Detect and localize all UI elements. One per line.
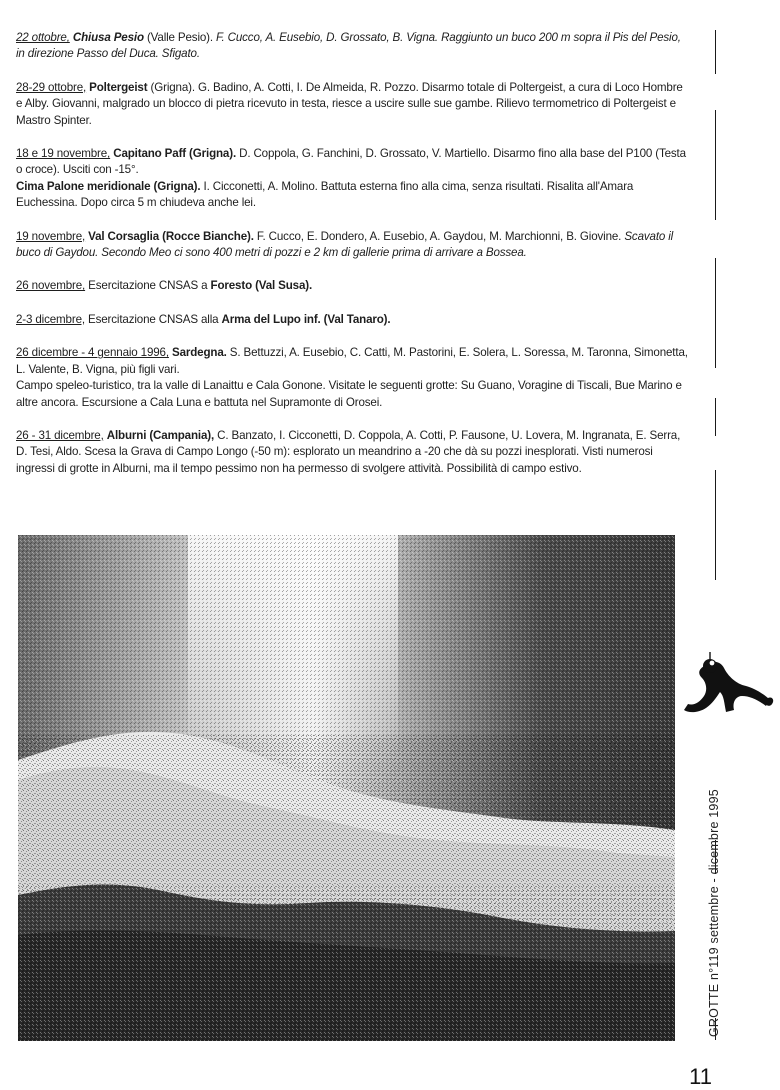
- margin-rule: [715, 258, 716, 368]
- entry-lead: Esercitazione CNSAS a: [88, 279, 208, 293]
- entry-place: Poltergeist: [89, 80, 148, 94]
- log-entry: [16, 80, 688, 129]
- entry-region: (Valle Pesio).: [146, 31, 213, 44]
- log-entry: [16, 278, 688, 294]
- log-entry: [16, 428, 688, 477]
- entry-text: G. Badino, A. Cotti, I. De Almeida, R. Pozzo. Disarmo totale di Poltergeist, a cura di Loco Hombre e Alby. Giovanni, malgrado un blocco di pietra ricevuto in testa, riesce a uscire sulle sue gambe. Rilievo termometrico di Poltergeist e Mastro Spinter.: [16, 80, 683, 127]
- log-entry: [16, 30, 688, 63]
- entry-region: (Grigna).: [150, 80, 195, 94]
- entry-date: 28-29 ottobre,: [16, 80, 87, 94]
- entry-sub-place: Cima Palone meridionale (Grigna).: [16, 179, 201, 193]
- entry-date: 18 e 19 novembre,: [16, 147, 111, 161]
- entry-sub-text: I. Cicconetti, A. Molino. Battuta esterna fino alla cima, senza risultati. Risalita all'Amara Euchessina. Dopo circa 5 m chiudeva anche lei.: [16, 179, 634, 210]
- cave-landscape-photo: [18, 535, 675, 1041]
- page-number: 11: [689, 1064, 712, 1089]
- entry-lead: Esercitazione CNSAS alla: [88, 312, 219, 326]
- entry-date: 26 - 31 dicembre,: [16, 428, 104, 442]
- entry-place: Arma del Lupo inf. (Val Tanaro).: [221, 312, 391, 326]
- margin-rule: [715, 110, 716, 220]
- entry-text: F. Cucco, E. Dondero, A. Eusebio, A. Gaydou, M. Marchionni, B. Giovine.: [256, 229, 622, 243]
- entry-date: 22 ottobre,: [16, 31, 70, 44]
- photo-illustration: [18, 535, 675, 1041]
- entry-date: 26 dicembre - 4 gennaio 1996,: [16, 346, 169, 360]
- log-entry: [16, 345, 688, 411]
- entry-date: 19 novembre,: [16, 229, 86, 243]
- entry-text: C. Banzato, I. Cicconetti, D. Coppola, A. Cotti, P. Fausone, U. Lovera, M. Ingranata, E. Serra, D. Tesi, Aldo. Scesa la Grava di Campo Longo (-50 m): esplorato un meandrino a -20 che dà su pozzi inesplorati. Visti numerosi ingressi di grotte in Alburni, ma il tempo pessimo non ha permesso di svolgere attività. Possibilità di campo estivo.: [16, 428, 681, 475]
- entry-place: Sardegna.: [172, 346, 227, 360]
- entry-text: S. Bettuzzi, A. Eusebio, C. Catti, M. Pastorini, E. Solera, L. Soressa, M. Taronna, Simonetta, L. Valente, B. Vigna, più figli vari.: [16, 346, 688, 376]
- entry-date: 2-3 dicembre,: [16, 312, 85, 326]
- entry-place: Alburni (Campania),: [106, 428, 215, 442]
- activity-log: [16, 30, 688, 494]
- sidebar-credit: GROTTE n°119 settembre - dicembre 1995: [707, 789, 721, 1037]
- entry-text-italic: Scavato il buco di Gaydou. Secondo Meo ci sono 400 metri di pozzi e 2 km di gallerie prima di arrivare a Bossea.: [16, 229, 674, 260]
- entry-place: Foresto: [210, 279, 252, 293]
- entry-sub-text: Campo speleo-turistico, tra la valle di Lanaittu e Cala Gonone. Visitate le seguenti grotte: Su Guano, Voragine di Tiscali, Bue Marino e altre ancora. Escursione a Cala Luna e battuta nel Supramonte di Orosei.: [16, 379, 682, 409]
- entry-place: Chiusa Pesio: [72, 31, 144, 44]
- margin-rule: [715, 470, 716, 580]
- margin-rule: [715, 30, 716, 74]
- entry-text: F. Cucco, A. Eusebio, D. Grossato, B. Vigna. Raggiunto un buco 200 m sopra il Pis del Pesio, in direzione Passo del Duca. Sfigato.: [16, 31, 681, 61]
- entry-date: 26 novembre,: [16, 279, 86, 293]
- log-entry: [16, 312, 688, 328]
- entry-place: Val Corsaglia (Rocce Bianche).: [88, 229, 254, 243]
- margin-rule: [715, 398, 716, 436]
- caver-climbing-rope-logo-icon: [680, 652, 776, 722]
- log-entry: [16, 229, 688, 262]
- entry-region: (Val Susa).: [255, 279, 313, 293]
- entry-place: Capitano Paff (Grigna).: [113, 147, 237, 161]
- log-entry: [16, 146, 688, 212]
- entry-text: D. Coppola, G. Fanchini, D. Grossato, V. Martiello. Disarmo fino alla base del P100 (Testa o croce). Usciti con -15°.: [16, 147, 686, 177]
